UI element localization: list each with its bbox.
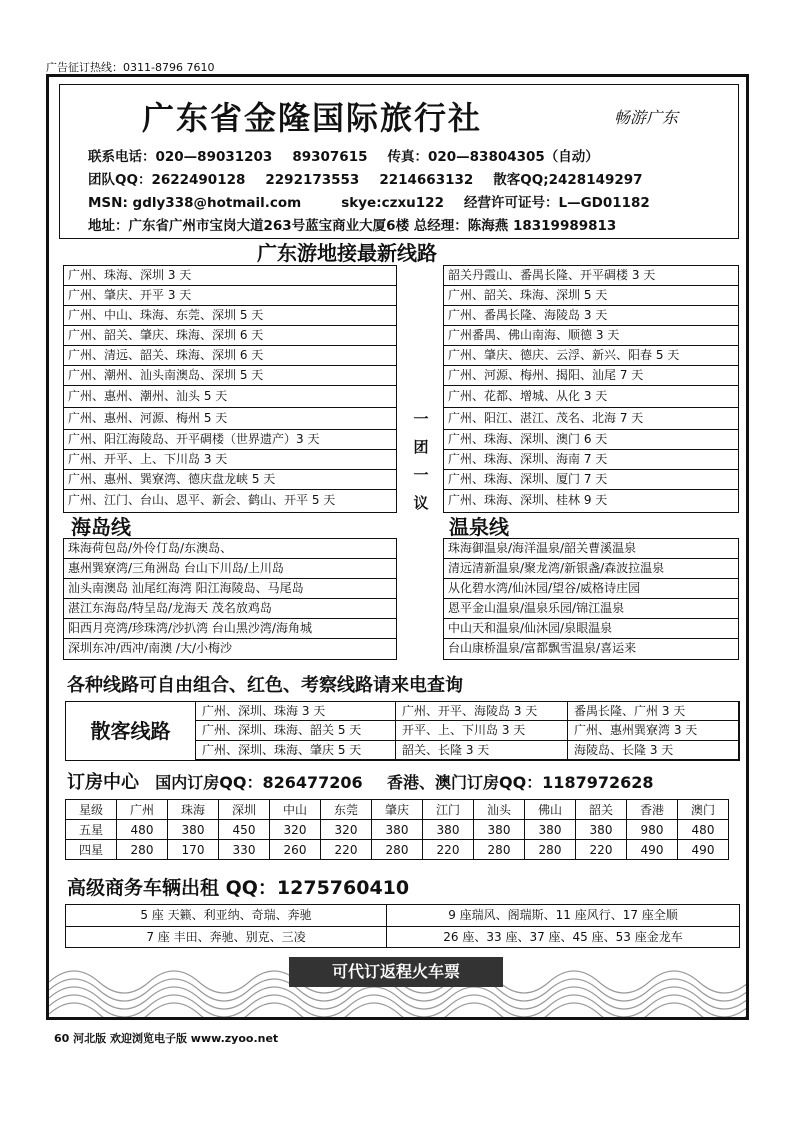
route-item: 广州、清远、韶关、珠海、深圳 6 天 — [64, 346, 396, 366]
sanke-section — [65, 701, 740, 761]
car-rental-table — [65, 904, 740, 948]
combo-note: 各种线路可自由组合、红色、考察线路请来电查询 — [67, 675, 463, 696]
sanke-item: 广州、开平、海陵岛 3 天 — [396, 702, 568, 721]
spring-item: 从化碧水湾/仙沐园/望谷/威格诗庄园 — [444, 579, 738, 599]
route-item: 韶关丹霞山、番禺长隆、开平碉楼 3 天 — [444, 266, 738, 286]
island-item: 深圳东冲/西冲/南澳 /大/小梅沙 — [68, 641, 232, 655]
route-item: 广州、中山、珠海、东莞、深圳 5 天 — [64, 306, 396, 326]
spring-item: 珠海御温泉/海洋温泉/韶关曹溪温泉 — [444, 539, 738, 559]
spring-item: 台山康桥温泉/富都飘雪温泉/喜运来 — [448, 641, 637, 655]
spring-title: 温泉线 — [449, 515, 509, 539]
sanke-grid — [196, 702, 739, 760]
island-item: 湛江东海岛/特呈岛/龙海天 茂名放鸡岛 — [64, 599, 396, 619]
route-item: 广州、花都、增城、从化 3 天 — [444, 386, 738, 408]
spring-item: 清远清新温泉/聚龙湾/新银盏/森波拉温泉 — [444, 559, 738, 579]
route-item: 广州、惠州、潮州、汕头 5 天 — [64, 386, 396, 408]
car-item: 9 座瑞风、阁瑞斯、11 座风行、17 座全顺 — [448, 908, 678, 922]
route-item: 广州、珠海、深圳、桂林 9 天 — [448, 493, 608, 507]
sanke-item: 开平、上、下川岛 3 天 — [396, 721, 568, 740]
sanke-item: 番禺长隆、广州 3 天 — [568, 702, 739, 721]
route-item: 广州、珠海、深圳、厦门 7 天 — [444, 470, 738, 490]
msn-line: MSN: gdly338@hotmail.com skye:czxu122 经营许可证号：L—GD01182 — [88, 195, 650, 211]
route-item: 广州、珠海、深圳 3 天 — [64, 266, 396, 286]
sanke-label: 散客线路 — [66, 702, 196, 760]
booking-hkmo: 香港、澳门订房QQ：1187972628 — [386, 773, 654, 792]
one-group-one-quote: 一 团 一 议 — [413, 410, 429, 512]
phone-line: 联系电话：020—89031203 89307615 传真：020—83804305（自动） — [88, 149, 599, 165]
qq-line: 团队QQ：2622490128 2292173553 2214663132 散客QQ;2428149297 — [88, 172, 643, 188]
island-item: 惠州巽寮湾/三角洲岛 台山下川岛/上川岛 — [64, 559, 396, 579]
sanke-item: 广州、深圳、珠海、韶关 5 天 — [196, 721, 396, 740]
route-item: 广州、河源、梅州、揭阳、汕尾 7 天 — [444, 366, 738, 386]
sanke-item: 海陵岛、长隆 3 天 — [568, 741, 739, 760]
spring-item: 中山天和温泉/仙沐园/泉眼温泉 — [444, 619, 738, 639]
island-item: 珠海荷包岛/外伶仃岛/东澳岛、 — [64, 539, 396, 559]
table-header-row: 星级 广州 珠海 深圳 中山 东莞 肇庆 江门 汕头 佛山 韶关 香港 澳门 — [66, 800, 729, 820]
routes-right-list — [443, 265, 739, 513]
table-row: 四星 280 170 330 260 220 280 220 280 280 220 490 490 — [66, 840, 729, 860]
sanke-item: 广州、深圳、珠海、肇庆 5 天 — [196, 741, 396, 760]
route-item: 广州、珠海、深圳、海南 7 天 — [444, 450, 738, 470]
route-item: 广州、番禺长隆、海陵岛 3 天 — [444, 306, 738, 326]
train-ticket-banner: 可代订返程火车票 — [289, 957, 503, 987]
page-footer: 60 河北版 欢迎浏览电子版 www.zyoo.net — [54, 1032, 279, 1045]
table-row: 五星 480 380 450 320 320 380 380 380 380 380 980 480 — [66, 820, 729, 840]
company-name: 广东省金隆国际旅行社 — [142, 99, 483, 137]
car-title: 高级商务车辆出租 QQ：1275760410 — [67, 877, 410, 899]
sanke-item: 韶关、长隆 3 天 — [396, 741, 568, 760]
route-item: 广州、韶关、肇庆、珠海、深圳 6 天 — [64, 326, 396, 346]
route-item: 广州、惠州、河源、梅州 5 天 — [64, 408, 396, 430]
route-item: 广州、江门、台山、恩平、新会、鹤山、开平 5 天 — [68, 493, 336, 507]
route-item: 广州、开平、上、下川岛 3 天 — [64, 450, 396, 470]
slogan: 畅游广东 — [614, 108, 679, 127]
route-item: 广州番禺、佛山南海、顺德 3 天 — [444, 326, 738, 346]
car-item: 5 座 天籁、利亚纳、奇瑞、奔驰 — [140, 908, 312, 922]
route-item: 广州、肇庆、开平 3 天 — [64, 286, 396, 306]
spring-item: 恩平金山温泉/温泉乐园/锦江温泉 — [444, 599, 738, 619]
route-item: 广州、肇庆、德庆、云浮、新兴、阳春 5 天 — [444, 346, 738, 366]
hotel-price-table — [65, 799, 729, 860]
sanke-item: 广州、深圳、珠海 3 天 — [196, 702, 396, 721]
spring-list — [443, 538, 739, 660]
booking-domestic: 国内订房QQ：826477206 — [155, 773, 363, 792]
booking-title: 订房中心 — [67, 772, 139, 793]
route-item: 广州、韶关、珠海、深圳 5 天 — [444, 286, 738, 306]
island-item: 阳西月亮湾/珍珠湾/沙扒湾 台山黑沙湾/海角城 — [64, 619, 396, 639]
ad-hotline: 广告征订热线：0311-8796 7610 — [46, 61, 215, 74]
company-header — [59, 84, 739, 239]
booking-line — [67, 768, 654, 794]
address-line: 地址：广东省广州市宝岗大道263号蓝宝商业大厦6楼 总经理：陈海燕 18319989813 — [88, 218, 617, 234]
island-title: 海岛线 — [71, 515, 131, 539]
routes-left-list — [63, 265, 397, 513]
routes-title: 广东游地接最新线路 — [257, 241, 437, 265]
car-item: 26 座、33 座、37 座、45 座、53 座金龙车 — [443, 930, 683, 944]
island-list — [63, 538, 397, 660]
route-item: 广州、珠海、深圳、澳门 6 天 — [444, 430, 738, 450]
route-item: 广州、潮州、汕头南澳岛、深圳 5 天 — [64, 366, 396, 386]
route-item: 广州、阳江海陵岛、开平碉楼（世界遗产）3 天 — [64, 430, 396, 450]
island-item: 汕头南澳岛 汕尾红海湾 阳江海陵岛、马尾岛 — [64, 579, 396, 599]
route-item: 广州、阳江、湛江、茂名、北海 7 天 — [444, 408, 738, 430]
page-frame — [46, 74, 749, 1020]
route-item: 广州、惠州、巽寮湾、德庆盘龙峡 5 天 — [64, 470, 396, 490]
car-item: 7 座 丰田、奔驰、别克、三凌 — [146, 930, 306, 944]
sanke-item: 广州、惠州巽寮湾 3 天 — [568, 721, 739, 740]
